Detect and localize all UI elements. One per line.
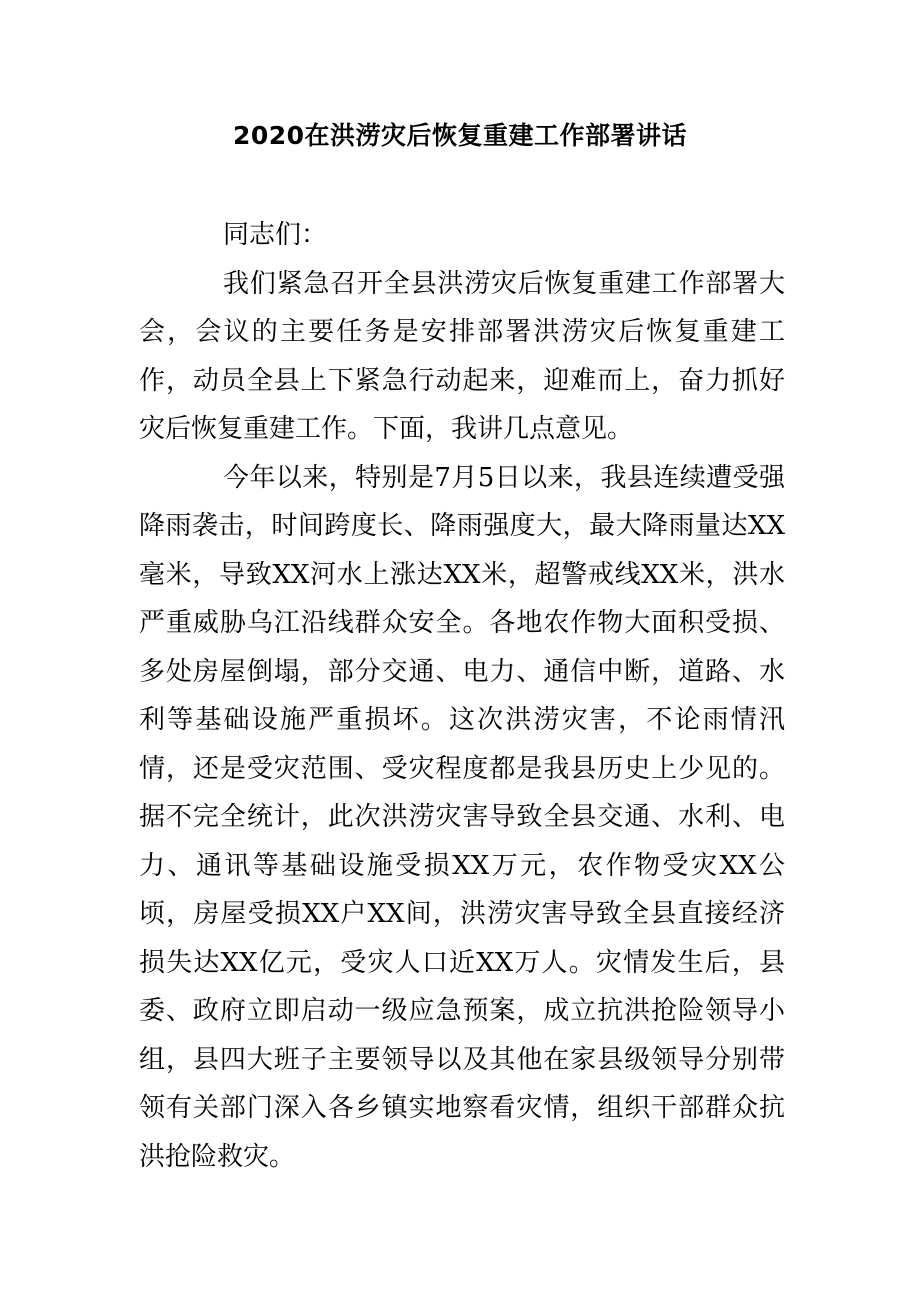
paragraph-1: 我们紧急召开全县洪涝灾后恢复重建工作部署大会，会议的主要任务是安排部署洪涝灾后恢复重建工作，动员全县上下紧急行动起来，迎难而上，奋力抓好灾后恢复重建工作。下面，我讲几点意见。	[139, 268, 785, 444]
greeting-line: 同志们：	[223, 220, 328, 250]
document-body	[139, 211, 785, 1181]
document-title: 2020在洪涝灾后恢复重建工作部署讲话	[232, 121, 688, 150]
paragraph-2: 今年以来，特别是7月5日以来，我县连续遭受强降雨袭击，时间跨度长、降雨强度大，最大降雨量达XX毫米，导致XX河水上涨达XX米，超警戒线XX米，洪水严重威胁乌江沿线群众安全。各地农作物大面积受损、多处房屋倒塌，部分交通、电力、通信中断，道路、水利等基础设施严重损坏。这次洪涝灾害，不论雨情汛情，还是受灾范围、受灾程度都是我县历史上少见的。据不完全统计，此次洪涝灾害导致全县交通、水利、电力、通讯等基础设施受损XX万元，农作物受灾XX公顷，房屋受损XX户XX间，洪涝灾害导致全县直接经济损失达XX亿元，受灾人口近XX万人。灾情发生后，县委、政府立即启动一级应急预案，成立抗洪抢险领导小组，县四大班子主要领导以及其他在家县级领导分别带领有关部门深入各乡镇实地察看灾情，组织干部群众抗洪抢险救灾。	[139, 462, 785, 1172]
